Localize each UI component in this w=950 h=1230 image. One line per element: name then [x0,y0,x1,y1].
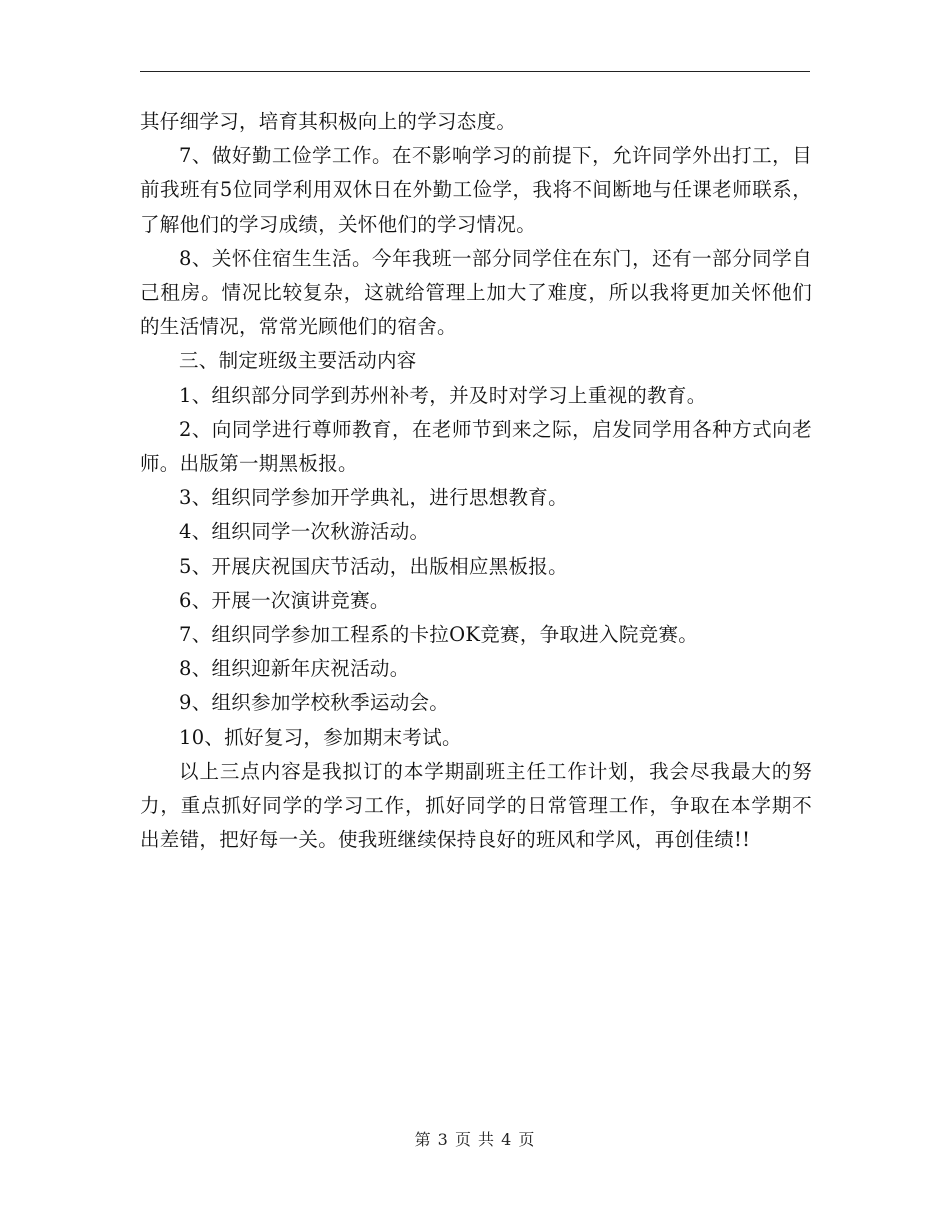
activity-item-2: 2、向同学进行尊师教育，在老师节到来之际，启发同学用各种方式向老师。出版第一期黑板报。 [140,417,812,476]
document-body [140,105,812,857]
paragraph-conclusion: 以上三点内容是我拟订的本学期副班主任工作计划，我会尽我最大的努力，重点抓好同学的学习工作，抓好同学的日常管理工作，争取在本学期不出差错，把好每一关。使我班继续保持良好的班风和学风，再创佳绩!! [140,759,812,852]
header-rule [140,71,810,72]
activity-item-8: 8、组织迎新年庆祝活动。 [179,657,410,681]
paragraph-item-7-work-study: 7、做好勤工俭学工作。在不影响学习的前提下，允许同学外出打工，目前我班有5位同学利用双休日在外勤工俭学，我将不间断地与任课老师联系，了解他们的学习成绩，关怀他们的学习情况。 [140,144,812,236]
paragraph-continuation: 其仔细学习，培育其积极向上的学习态度。 [140,110,517,133]
page-number-footer: 第 3 页 共 4 页 [414,1130,536,1149]
activity-item-9: 9、组织参加学校秋季运动会。 [179,691,450,715]
section-heading-activities: 三、制定班级主要活动内容 [179,349,417,373]
activity-item-7: 7、组织同学参加工程系的卡拉OK竞赛，争取进入院竞赛。 [179,623,699,647]
activity-item-6: 6、开展一次演讲竞赛。 [179,588,390,612]
activity-item-3: 3、组织同学参加开学典礼，进行思想教育。 [179,486,568,510]
paragraph-item-8-dorm-life: 8、关怀住宿生生活。今年我班一部分同学住在东门，还有一部分同学自己租房。情况比较复杂，这就给管理上加大了难度，所以我将更加关怀他们的生活情况，常常光顾他们的宿舍。 [140,246,812,339]
activity-item-10: 10、抓好复习，参加期末考试。 [179,725,462,749]
activity-item-4: 4、组织同学一次秋游活动。 [179,520,430,544]
activity-item-1: 1、组织部分同学到苏州补考，并及时对学习上重视的教育。 [179,383,707,407]
activity-item-5: 5、开展庆祝国庆节活动，出版相应黑板报。 [179,554,568,578]
